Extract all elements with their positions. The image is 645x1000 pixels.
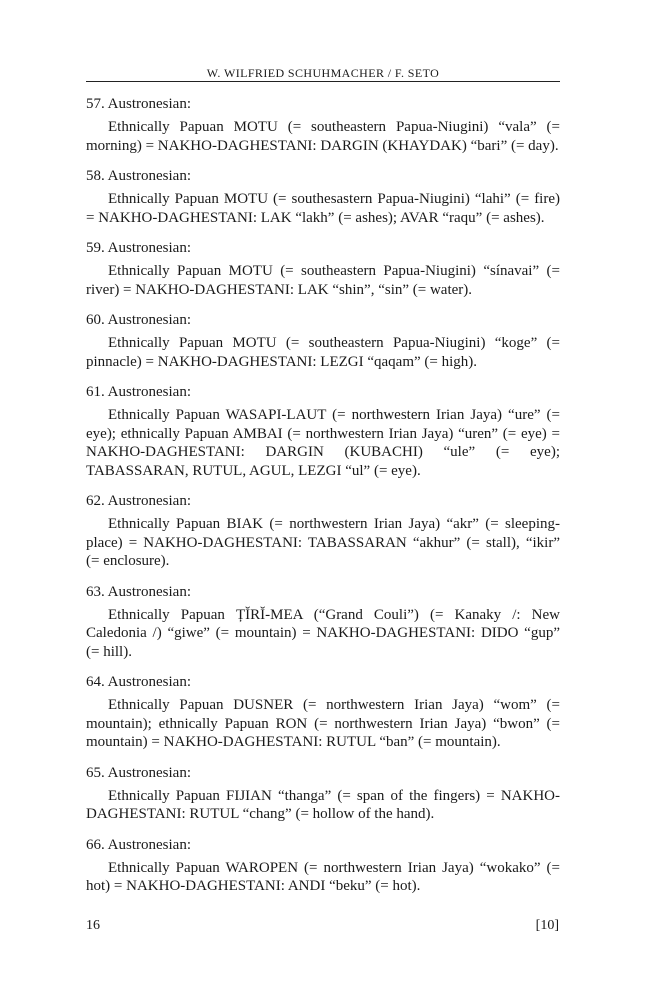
entry-text: Ethnically Papuan WASAPI-LAUT (= northwestern Irian Jaya) “ure” (= eye); ethnically Papuan AMBAI (= northwestern Irian Jaya) “uren” (= eye) = NAKHO-DAGHESTANI: DARGIN (KUBACHI) “ule” (= eye); TABASSARAN, RUTUL, AGUL, LEZGI “ul” (= eye).	[86, 407, 560, 479]
entry-text: Ethnically Papuan ȚĬRĬ-MEA (“Grand Couli”) (= Kanaky /: New Caledonia /) “giwe” (= mountain) = NAKHO-DAGHESTANI: DIDO “gup” (= hill).	[86, 606, 560, 660]
entry-heading: 64. Austronesian:	[86, 674, 191, 690]
entry-58	[86, 167, 560, 227]
entry-text: Ethnically Papuan BIAK (= northwestern Irian Jaya) “akr” (= sleeping-place) = NAKHO-DAGHESTANI: TABASSARAN “akhur” (= stall), “ikir” (= enclosure).	[86, 516, 560, 569]
entry-text: Ethnically Papuan MOTU (= southeastern Papua-Niugini) “vala” (= morning) = NAKHO-DAGHESTANI: DARGIN (KHAYDAK) “bari” (= day).	[86, 119, 560, 154]
entry-text: Ethnically Papuan MOTU (= southesastern Papua-Niugini) “lahi” (= fire) = NAKHO-DAGHESTANI: LAK “lakh” (= ashes); AVAR “raqu” (= ashes).	[86, 191, 560, 226]
header-rule	[86, 81, 560, 82]
entry-text: Ethnically Papuan MOTU (= southeastern Papua-Niugini) “koge” (= pinnacle) = NAKHO-DAGHESTANI: LEZGI “qaqam” (= high).	[86, 335, 560, 370]
entry-heading: 62. Austronesian:	[86, 493, 191, 509]
entry-heading: 61. Austronesian:	[86, 384, 191, 400]
entry-57	[86, 95, 560, 155]
entry-60	[86, 311, 560, 371]
entry-text: Ethnically Papuan FIJIAN “thanga” (= span of the fingers) = NAKHO-DAGHESTANI: RUTUL “chang” (= hollow of the hand).	[86, 787, 560, 822]
entry-text: Ethnically Papuan MOTU (= southeastern Papua-Niugini) “sínavai” (= river) = NAKHO-DAGHESTANI: LAK “shin”, “sin” (= water).	[86, 263, 560, 298]
page-number: 16	[86, 918, 100, 933]
page-reference: [10]	[535, 918, 559, 933]
entry-heading: 59. Austronesian:	[86, 240, 191, 256]
entry-text: Ethnically Papuan DUSNER (= northwestern Irian Jaya) “wom” (= mountain); ethnically Papuan RON (= northwestern Irian Jaya) “bwon” (= mountain) = NAKHO-DAGHESTANI: RUTUL “ban” (= mountain).	[86, 697, 560, 750]
entry-heading: 60. Austronesian:	[86, 312, 191, 328]
entry-heading: 57. Austronesian:	[86, 96, 191, 112]
entry-59	[86, 239, 560, 299]
running-header: W. WILFRIED SCHUHMACHER / F. SETO	[206, 66, 440, 80]
entry-61	[86, 383, 560, 480]
entry-63	[86, 583, 560, 662]
entry-65	[86, 764, 560, 824]
entry-66	[86, 836, 560, 896]
entry-heading: 63. Austronesian:	[86, 583, 191, 600]
entry-text: Ethnically Papuan WAROPEN (= northwestern Irian Jaya) “wokako” (= hot) = NAKHO-DAGHESTANI: ANDI “beku” (= hot).	[86, 859, 560, 894]
entry-heading: 66. Austronesian:	[86, 836, 191, 853]
entry-64	[86, 673, 560, 752]
entry-62	[86, 492, 560, 571]
entries-list	[86, 95, 560, 908]
entry-heading: 65. Austronesian:	[86, 764, 191, 781]
entry-heading: 58. Austronesian:	[86, 168, 191, 184]
